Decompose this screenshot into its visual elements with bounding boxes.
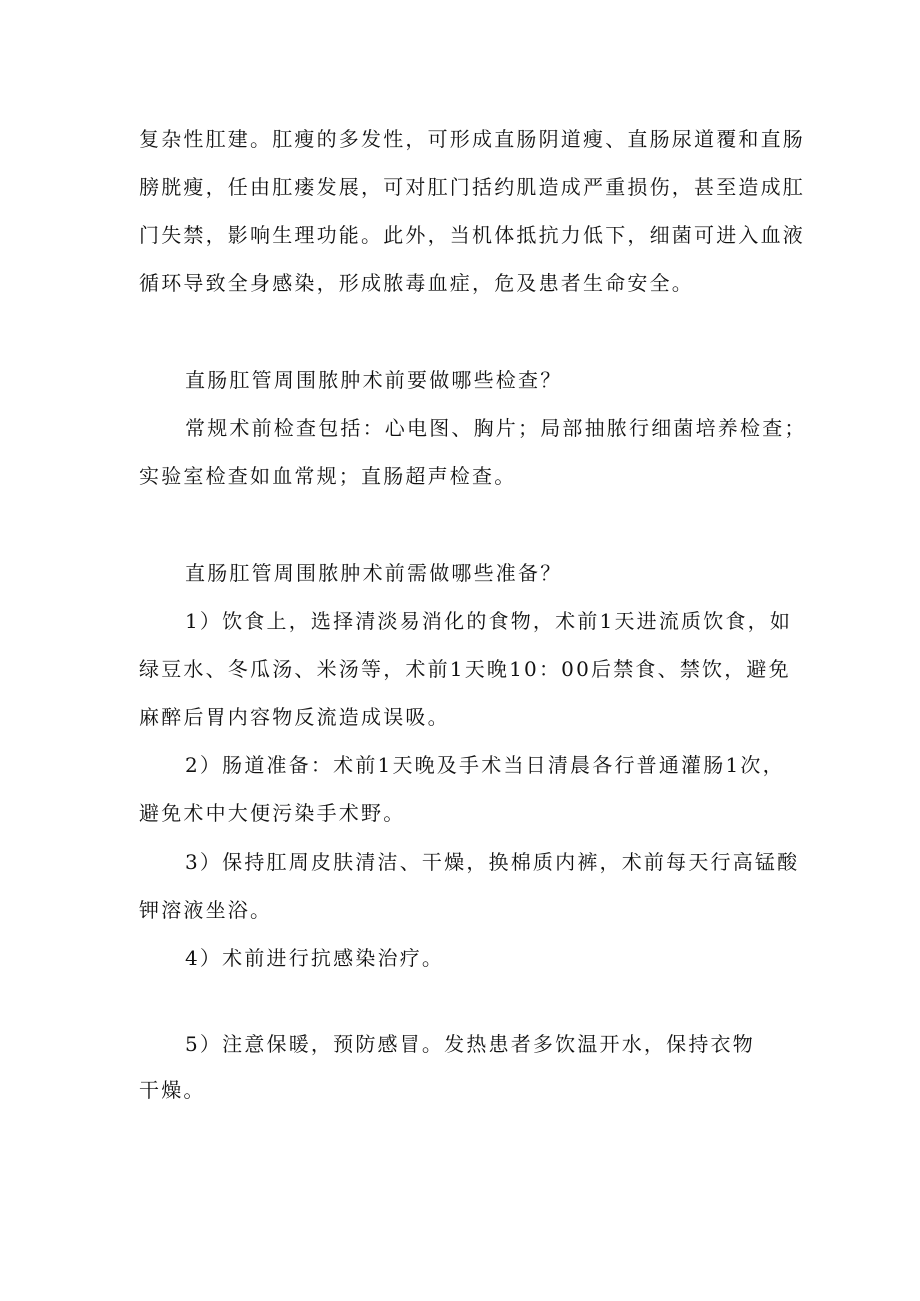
paragraph-line: 麻醉后胃内容物反流造成误吸。 (139, 705, 450, 729)
list-item: 3）保持肛周皮肤清洁、干燥，换棉质内裤，术前每天行高锰酸 (185, 850, 800, 874)
section-heading: 直肠肛管周围脓肿术前要做哪些检查？ (185, 368, 563, 392)
paragraph-line: 常规术前检查包括：心电图、胸片；局部抽脓行细菌培养检查； (185, 416, 807, 440)
list-item: 4）术前进行抗感染治疗。 (185, 946, 445, 970)
paragraph-line: 避免术中大便污染手术野。 (139, 801, 406, 825)
paragraph-line: 干燥。 (139, 1078, 206, 1102)
list-item: 2）肠道准备：术前1天晚及手术当日清晨各行普通灌肠1次， (185, 753, 785, 777)
paragraph-line: 钾溶液坐浴。 (139, 898, 273, 922)
paragraph-line: 膀胱瘦，任由肛瘘发展，可对肛门括约肌造成严重损伤，甚至造成肛 (139, 175, 805, 199)
list-item: 5）注意保暖，预防感冒。发热患者多饮温开水，保持衣物 (185, 1032, 755, 1056)
paragraph-line: 实验室检查如血常规；直肠超声检查。 (139, 464, 517, 488)
paragraph-line: 循环导致全身感染，形成脓毒血症，危及患者生命安全。 (139, 271, 694, 295)
paragraph-line: 复杂性肛建。肛瘦的多发性，可形成直肠阴道瘦、直肠尿道覆和直肠 (139, 127, 805, 151)
paragraph-line: 门失禁，影响生理功能。此外，当机体抵抗力低下，细菌可进入血液 (139, 223, 805, 247)
section-heading: 直肠肛管周围脓肿术前需做哪些准备？ (185, 561, 563, 585)
list-item: 1）饮食上，选择清淡易消化的食物，术前1天进流质饮食，如 (185, 609, 793, 633)
paragraph-line: 绿豆水、冬瓜汤、米汤等，术前1天晚10：00后禁食、禁饮，避免 (139, 657, 791, 681)
